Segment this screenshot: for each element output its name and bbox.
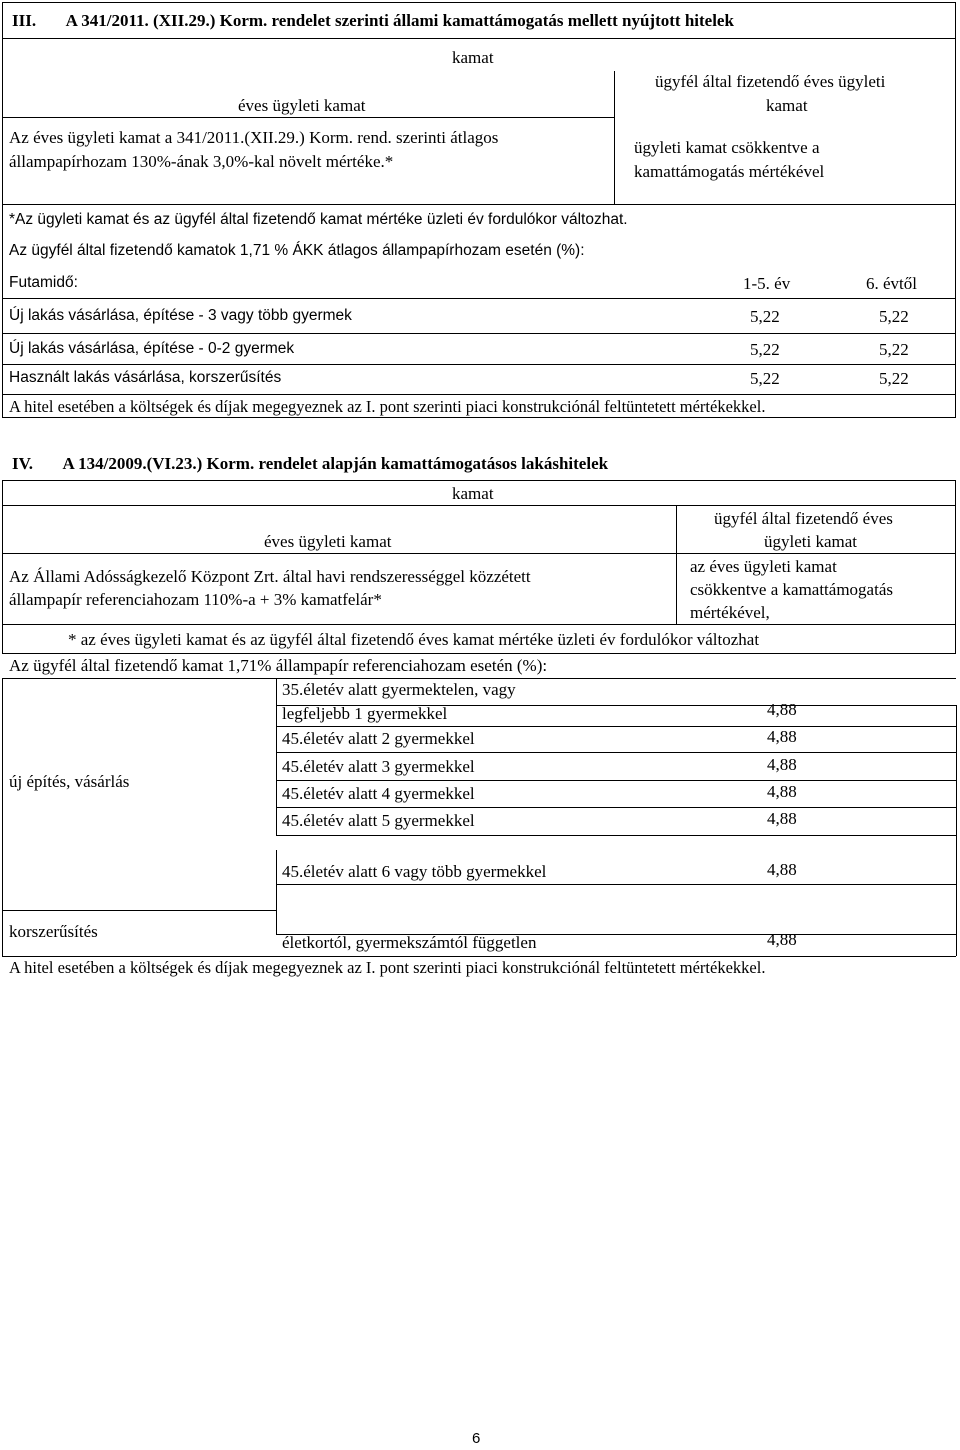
section-4-group-mod: korszerűsítés bbox=[9, 922, 98, 941]
divider bbox=[2, 505, 956, 506]
section-3-term-2: 6. évtől bbox=[866, 274, 917, 293]
divider bbox=[276, 726, 956, 727]
divider bbox=[276, 884, 956, 885]
section-3-row-value-1: 5,22 bbox=[750, 340, 780, 359]
section-3-rates-intro: Az ügyfél által fizetendő kamatok 1,71 % ÁKK átlagos állampapírhozam esetén (%): bbox=[9, 242, 585, 259]
section-4-row-label: 45.életév alatt 5 gyermekkel bbox=[282, 811, 475, 830]
section-3-row-value-2: 5,22 bbox=[879, 340, 909, 359]
divider bbox=[276, 752, 956, 753]
section-4-right-header-1: ügyfél által fizetendő éves bbox=[714, 509, 893, 528]
divider bbox=[276, 835, 956, 836]
divider bbox=[2, 394, 956, 395]
divider bbox=[2, 333, 956, 334]
divider bbox=[2, 364, 956, 365]
section-3-row-value-1: 5,22 bbox=[750, 369, 780, 388]
divider bbox=[956, 705, 957, 956]
section-3-title: A 341/2011. (XII.29.) Korm. rendelet szerinti állami kamattámogatás mellett nyújtott hitelek bbox=[65, 11, 734, 30]
divider bbox=[2, 678, 3, 956]
section-3-right-body-1: ügyleti kamat csökkentve a bbox=[634, 138, 820, 157]
section-4-mod-value: 4,88 bbox=[767, 930, 797, 949]
divider bbox=[2, 678, 956, 679]
section-3-row-label: Használt lakás vásárlása, korszerűsítés bbox=[9, 369, 282, 386]
section-4-row-value: 4,88 bbox=[767, 782, 797, 801]
section-3-left-body-1: Az éves ügyleti kamat a 341/2011.(XII.29.) Korm. rend. szerinti átlagos bbox=[9, 128, 499, 147]
divider bbox=[2, 910, 276, 911]
section-3-left-body-2: állampapírhozam 130%-ának 3,0%-kal növelt mértéke.* bbox=[9, 152, 394, 171]
section-3-left-header: éves ügyleti kamat bbox=[238, 96, 366, 115]
divider bbox=[276, 850, 277, 934]
section-3-number: III. bbox=[12, 11, 37, 30]
divider bbox=[276, 807, 956, 808]
section-4-right-body-3: mértékével, bbox=[690, 603, 770, 622]
divider bbox=[2, 38, 956, 39]
section-4-note: * az éves ügyleti kamat és az ügyfél által fizetendő éves kamat mértéke üzleti év fordulókor változhat bbox=[68, 630, 760, 649]
section-3-row-label: Új lakás vásárlása, építése - 3 vagy több gyermek bbox=[9, 307, 352, 324]
section-3-right-header-2: kamat bbox=[766, 96, 808, 115]
section-4-group-new: új építés, vásárlás bbox=[9, 772, 130, 791]
section-4-row-label: legfeljebb 1 gyermekkel bbox=[282, 704, 448, 723]
section-3-row-value-2: 5,22 bbox=[879, 369, 909, 388]
divider bbox=[2, 553, 956, 554]
divider bbox=[276, 678, 277, 835]
divider bbox=[2, 117, 614, 118]
section-4-footer: A hitel esetében a költségek és díjak megegyeznek az I. pont szerinti piaci konstrukciónál feltüntetett mértékekkel. bbox=[9, 958, 766, 977]
section-4-row-label: 45.életév alatt 6 vagy több gyermekkel bbox=[282, 862, 547, 881]
section-3-row-value-2: 5,22 bbox=[879, 307, 909, 326]
section-3-footer: A hitel esetében a költségek és díjak megegyeznek az I. pont szerinti piaci konstrukciónál feltüntetett mértékekkel. bbox=[9, 397, 766, 416]
section-3-heading bbox=[12, 11, 734, 31]
section-4-row-label: 45.életév alatt 4 gyermekkel bbox=[282, 784, 475, 803]
divider bbox=[276, 780, 956, 781]
section-4-mod-label: életkortól, gyermekszámtól független bbox=[282, 933, 537, 952]
divider bbox=[614, 71, 615, 204]
divider bbox=[2, 204, 956, 205]
section-4-left-header: éves ügyleti kamat bbox=[264, 532, 392, 551]
section-4-col-group: kamat bbox=[452, 484, 494, 503]
section-4-right-body-2: csökkentve a kamattámogatás bbox=[690, 580, 893, 599]
section-3-row-label: Új lakás vásárlása, építése - 0-2 gyermek bbox=[9, 340, 295, 357]
section-4-heading bbox=[12, 454, 608, 474]
section-4-row-value: 4,88 bbox=[767, 755, 797, 774]
section-4-title: A 134/2009.(VI.23.) Korm. rendelet alapján kamattámogatásos lakáshitelek bbox=[62, 454, 609, 473]
section-3-right-header-1: ügyfél által fizetendő éves ügyleti bbox=[655, 72, 886, 91]
section-4-number: IV. bbox=[12, 454, 33, 473]
section-4-rates-intro: Az ügyfél által fizetendő kamat 1,71% állampapír referenciahozam esetén (%): bbox=[9, 656, 548, 675]
section-3-col-group: kamat bbox=[452, 48, 494, 67]
section-4-right-body-1: az éves ügyleti kamat bbox=[690, 557, 837, 576]
section-3-row-value-1: 5,22 bbox=[750, 307, 780, 326]
section-4-row-label: 45.életév alatt 3 gyermekkel bbox=[282, 757, 475, 776]
page-number: 6 bbox=[472, 1430, 481, 1447]
section-3-term-1: 1-5. év bbox=[743, 274, 791, 293]
divider bbox=[2, 624, 956, 625]
section-4-row-label: 45.életév alatt 2 gyermekkel bbox=[282, 729, 475, 748]
divider bbox=[676, 505, 677, 624]
section-4-row-value: 4,88 bbox=[767, 700, 797, 719]
section-3-term-label: Futamidő: bbox=[9, 274, 78, 291]
section-4-row-value: 4,88 bbox=[767, 727, 797, 746]
section-4-right-header-2: ügyleti kamat bbox=[764, 532, 858, 551]
section-4-row-label: 35.életév alatt gyermektelen, vagy bbox=[282, 680, 516, 699]
section-4-left-body-1: Az Állami Adósságkezelő Központ Zrt. által havi rendszerességgel közzétett bbox=[9, 567, 531, 586]
divider bbox=[2, 298, 956, 299]
section-3-note: *Az ügyleti kamat és az ügyfél által fizetendő kamat mértéke üzleti év fordulókor változhat. bbox=[9, 211, 628, 228]
section-4-left-body-2: állampapír referenciahozam 110%-a + 3% kamatfelár* bbox=[9, 590, 382, 609]
section-4-row-value: 4,88 bbox=[767, 860, 797, 879]
section-4-row-value: 4,88 bbox=[767, 809, 797, 828]
divider bbox=[2, 956, 956, 957]
section-3-right-body-2: kamattámogatás mértékével bbox=[634, 162, 825, 181]
